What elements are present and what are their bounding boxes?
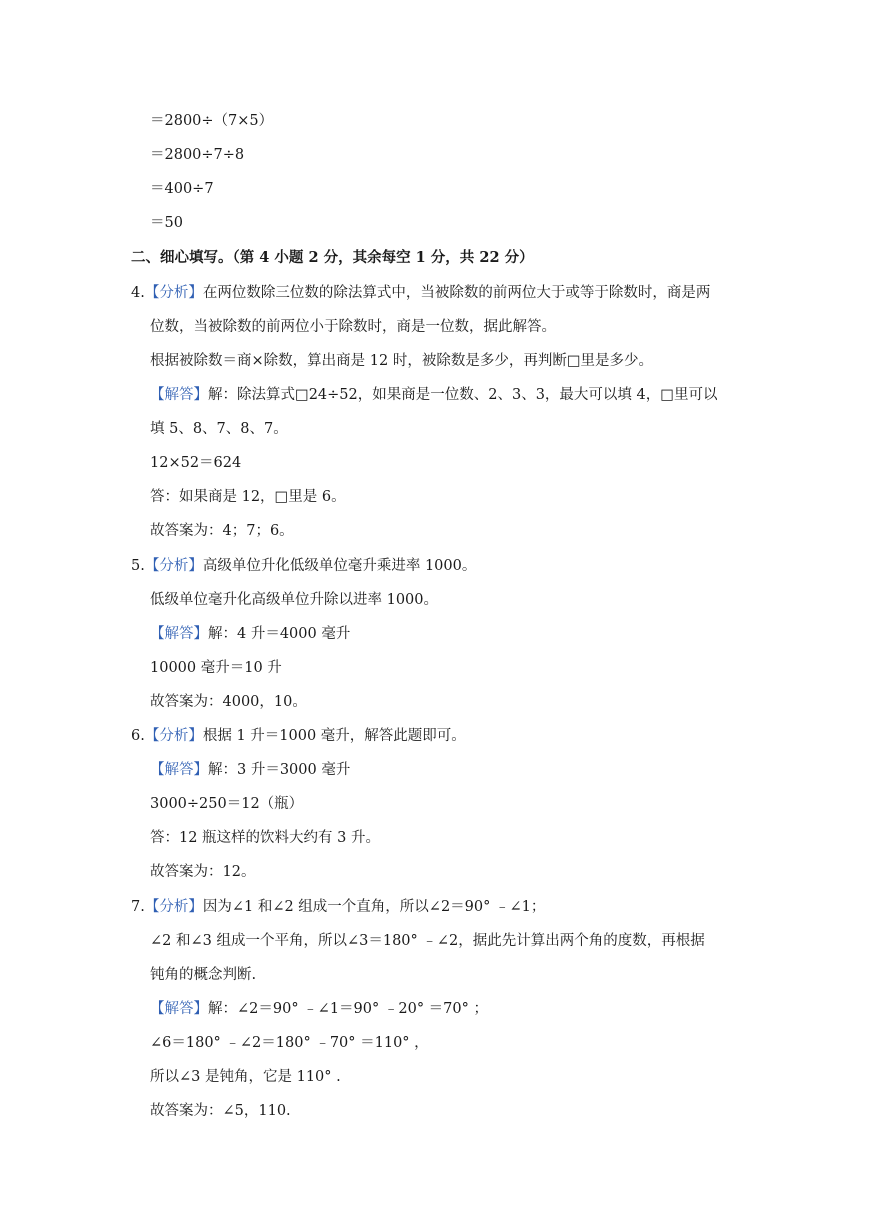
q7-analysis-line-1 — [131, 897, 545, 917]
q6-answer-line-1 — [150, 760, 350, 780]
q6-analysis-text-1: 根据 1 升＝1000 毫升，解答此题即可。 — [202, 728, 466, 744]
q6-answer-line-2: 3000÷250＝12（瓶） — [150, 796, 304, 812]
q4-number: 4. — [131, 285, 145, 301]
section-title: 二、细心填写。（第 4 小题 2 分，其余每空 1 分，共 22 分） — [131, 249, 534, 266]
q5-answer-line-1 — [150, 624, 350, 644]
q4-analysis-line-2: 位数，当被除数的前两位小于除数时，商是一位数，据此解答。 — [150, 319, 556, 335]
q4-analysis-tag: 【分析】 — [144, 285, 203, 301]
calc-line-2: ＝2800÷7÷8 — [150, 147, 245, 163]
q4-answer-line-3: 12×52＝624 — [150, 455, 242, 471]
q6-final-answer: 故答案为：12。 — [150, 864, 256, 880]
q4-answer-text-1: 解：除法算式□24÷52，如果商是一位数、2、3、3，最大可以填 4，□里可以 — [208, 387, 718, 403]
q4-answer-line-4: 答：如果商是 12，□里是 6。 — [150, 489, 346, 505]
q5-answer-line-2: 10000 毫升＝10 升 — [150, 660, 282, 676]
q7-answer-tag: 【解答】 — [150, 1001, 208, 1017]
q5-analysis-line-2: 低级单位毫升化高级单位升除以进率 1000。 — [150, 592, 439, 608]
q5-analysis-text-1: 高级单位升化低级单位毫升乘进率 1000。 — [202, 558, 477, 574]
q7-analysis-text-1: 因为∠1 和∠2 组成一个直角，所以∠2＝90° ﹣∠1； — [202, 899, 546, 915]
q7-answer-line-3: 所以∠3 是钝角，它是 110° . — [150, 1069, 341, 1085]
q5-final-answer: 故答案为：4000，10。 — [150, 694, 307, 710]
q4-answer-tag: 【解答】 — [150, 387, 208, 403]
q4-analysis-line-3: 根据被除数＝商×除数，算出商是 12 时，被除数是多少，再判断□里是多少。 — [150, 353, 654, 369]
q4-final-answer: 故答案为：4；7；6。 — [150, 523, 294, 539]
q5-number: 5. — [131, 558, 145, 574]
q5-analysis-line-1 — [131, 556, 476, 576]
q6-analysis-line-1 — [131, 726, 466, 746]
q7-final-answer: 故答案为：∠5，110. — [150, 1103, 291, 1119]
q7-analysis-line-3: 钝角的概念判断. — [150, 967, 257, 983]
q6-analysis-tag: 【分析】 — [144, 728, 203, 744]
q6-answer-tag: 【解答】 — [150, 762, 208, 778]
q4-analysis-text-1: 在两位数除三位数的除法算式中，当被除数的前两位大于或等于除数时，商是两 — [202, 285, 711, 301]
q6-number: 6. — [131, 728, 145, 744]
q5-analysis-tag: 【分析】 — [144, 558, 203, 574]
q7-number: 7. — [131, 899, 145, 915]
calc-line-3: ＝400÷7 — [150, 181, 214, 197]
q7-answer-line-1 — [150, 999, 488, 1019]
q4-answer-line-1 — [150, 385, 717, 405]
q6-answer-line-3: 答：12 瓶这样的饮料大约有 3 升。 — [150, 830, 381, 846]
q7-answer-text-1: 解：∠2＝90° ﹣∠1＝90° ﹣20° ＝70° ； — [208, 1001, 488, 1017]
q5-answer-tag: 【解答】 — [150, 626, 208, 642]
q5-answer-text-1: 解：4 升＝4000 毫升 — [208, 626, 351, 642]
q7-answer-line-2: ∠6＝180° ﹣∠2＝180° ﹣70° ＝110° ， — [150, 1035, 429, 1051]
calc-line-1: ＝2800÷（7×5） — [150, 113, 274, 129]
q7-analysis-line-2: ∠2 和∠3 组成一个平角，所以∠3＝180° ﹣∠2，据此先计算出两个角的度数，再根据 — [150, 933, 705, 949]
q4-answer-line-2: 填 5、8、7、8、7。 — [150, 421, 288, 437]
calc-line-4: ＝50 — [150, 215, 183, 231]
q7-analysis-tag: 【分析】 — [144, 899, 203, 915]
q4-analysis-line-1 — [131, 283, 710, 303]
q6-answer-text-1: 解：3 升＝3000 毫升 — [208, 762, 351, 778]
